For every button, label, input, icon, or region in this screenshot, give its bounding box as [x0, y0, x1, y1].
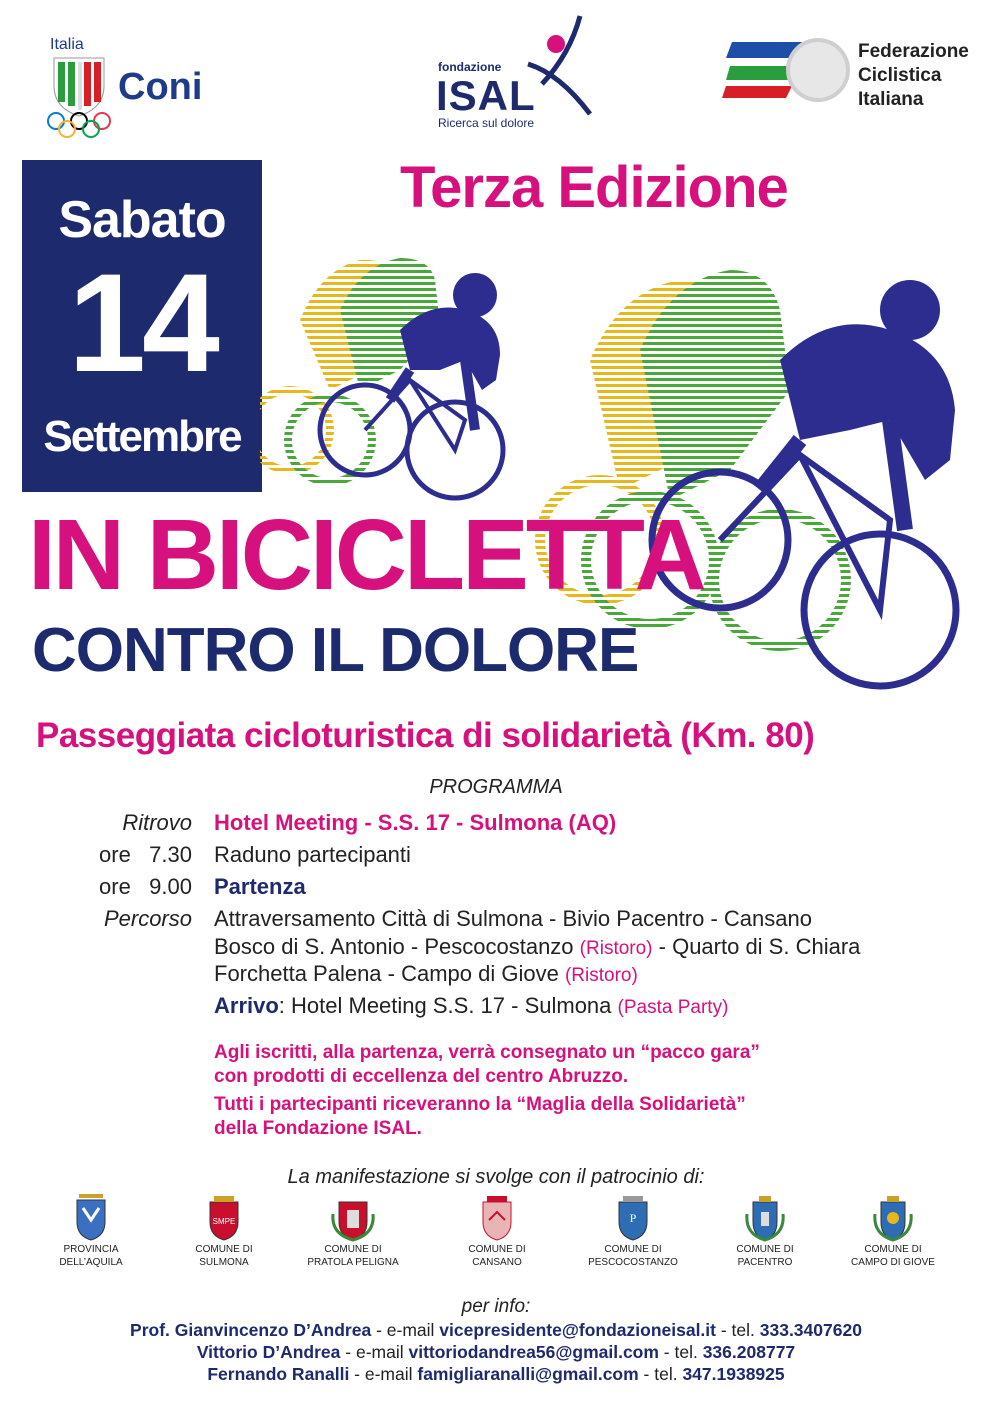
date-number: 14	[68, 244, 216, 401]
pasta-party-note: (Pasta Party)	[617, 997, 729, 1018]
patron-crest	[828, 1194, 958, 1268]
patron-crest	[700, 1194, 830, 1268]
contact-name: Fernando Ranalli	[207, 1364, 350, 1384]
patron-label-3a: COMUNE DI	[324, 1244, 382, 1255]
partenza-value: Partenza	[214, 874, 306, 899]
pratola-peligna-crest-icon	[329, 1194, 377, 1242]
isal-name-text: ISAL	[436, 72, 536, 119]
fci-flag-icon	[722, 36, 852, 108]
notice-line4: della Fondazione ISAL.	[214, 1118, 422, 1139]
isal-fondazione-text: fondazione	[438, 60, 502, 74]
pescocostanzo-crest-icon	[613, 1194, 653, 1242]
coni-shield-icon	[52, 56, 106, 118]
contact-email[interactable]: vicepresidente@fondazioneisal.it	[439, 1320, 716, 1340]
contact-name: Prof. Gianvincenzo D’Andrea	[130, 1320, 372, 1340]
contact-tel-label: - tel.	[638, 1364, 683, 1384]
contact-name: Vittorio D’Andrea	[196, 1342, 341, 1362]
contact-tel-label: - tel.	[715, 1320, 760, 1340]
patron-label-1b: DELL’AQUILA	[59, 1257, 123, 1268]
patron-label-6a: COMUNE DI	[736, 1244, 794, 1255]
contact-row	[0, 1320, 992, 1341]
patron-crest	[432, 1194, 562, 1268]
patron-label-4b: CANSANO	[472, 1257, 522, 1268]
edition-heading: Terza Edizione	[400, 155, 788, 220]
ritrovo-value: Hotel Meeting - S.S. 17 - Sulmona (AQ)	[214, 810, 617, 835]
contact-tel[interactable]: 336.208777	[702, 1342, 796, 1362]
arrivo-value: : Hotel Meeting S.S. 17 - Sulmona	[278, 993, 612, 1018]
contact-row	[0, 1342, 992, 1363]
cansano-crest-icon	[477, 1194, 517, 1242]
patronage-heading: La manifestazione si svolge con il patrocinio di:	[287, 1166, 705, 1188]
percorso-line2	[214, 934, 860, 960]
isal-subtitle-text: Ricerca sul dolore	[438, 116, 535, 130]
fci-line3: Italiana	[858, 89, 924, 110]
raduno-value: Raduno partecipanti	[214, 842, 411, 867]
coni-italia-text: Italia	[50, 36, 84, 53]
percorso-line3	[214, 961, 638, 987]
olympic-rings-icon	[44, 110, 114, 140]
contact-email-label: - e-mail	[340, 1342, 409, 1362]
percorso-line2a: Bosco di S. Antonio - Pescocostanzo	[214, 934, 574, 959]
patron-label-5a: COMUNE DI	[604, 1244, 662, 1255]
patron-label-4a: COMUNE DI	[468, 1244, 526, 1255]
pacentro-crest-icon	[741, 1194, 789, 1242]
coni-name-text: Coni	[118, 66, 203, 108]
svg-text:P: P	[629, 1211, 637, 1225]
percorso-line1: Attraversamento Città di Sulmona - Bivio Pacentro - Cansano	[214, 906, 812, 931]
patron-label-7b: CAMPO DI GIOVE	[851, 1257, 935, 1268]
date-day: Sabato	[58, 191, 226, 249]
patron-crest	[26, 1194, 156, 1268]
fci-name	[858, 40, 969, 112]
patron-crest	[568, 1194, 698, 1268]
event-subtitle: Passeggiata cicloturistica di solidarietà (Km. 80)	[36, 716, 815, 755]
contact-tel[interactable]: 333.3407620	[759, 1320, 862, 1340]
info-heading: per info:	[461, 1296, 531, 1317]
contact-email[interactable]: vittoriodandrea56@gmail.com	[408, 1342, 659, 1362]
sulmona-crest-icon	[204, 1194, 244, 1242]
patron-label-2a: COMUNE DI	[195, 1244, 253, 1255]
contact-tel-label: - tel.	[658, 1342, 703, 1362]
contact-email[interactable]: famigliaranalli@gmail.com	[417, 1364, 639, 1384]
notice-line2: con prodotti di eccellenza del centro Abruzzo.	[214, 1066, 629, 1087]
contact-row	[0, 1364, 992, 1385]
contact-tel[interactable]: 347.1938925	[682, 1364, 785, 1384]
isal-figure-icon	[520, 14, 600, 124]
fci-line2: Ciclistica	[858, 65, 942, 86]
provincia-aquila-crest-icon	[71, 1194, 111, 1242]
arrivo-label: Arrivo	[214, 993, 279, 1018]
main-title-line1: IN BICICLETTA	[28, 499, 704, 611]
svg-text:SMPE: SMPE	[212, 1217, 236, 1226]
fci-logo	[722, 36, 972, 116]
contact-email-label: - e-mail	[349, 1364, 418, 1384]
patron-label-5b: PESCOCOSTANZO	[588, 1257, 678, 1268]
fci-line1: Federazione	[858, 41, 969, 62]
raduno-time: ore 7.30	[99, 842, 192, 867]
contact-email-label: - e-mail	[371, 1320, 440, 1340]
patron-label-7a: COMUNE DI	[864, 1244, 922, 1255]
patron-crest	[159, 1194, 289, 1268]
arrivo-line	[214, 993, 728, 1019]
notice-line3: Tutti i partecipanti riceveranno la “Maglia della Solidarietà”	[214, 1094, 746, 1115]
date-month: Settembre	[43, 412, 241, 461]
campo-di-giove-crest-icon	[869, 1194, 917, 1242]
ritrovo-label: Ritrovo	[122, 810, 192, 835]
coni-logo	[40, 36, 240, 146]
percorso-label: Percorso	[103, 906, 192, 931]
notice-line1: Agli iscritti, alla partenza, verrà consegnato un “pacco gara”	[214, 1042, 760, 1063]
ristoro-note-1: (Ristoro)	[579, 938, 653, 959]
patron-label-3b: PRATOLA PELIGNA	[307, 1257, 399, 1268]
patron-label-6b: PACENTRO	[737, 1257, 793, 1268]
ristoro-note-2: (Ristoro)	[564, 965, 638, 986]
percorso-line2c: - Quarto di S. Chiara	[658, 934, 861, 959]
isal-logo	[420, 14, 620, 134]
date-box	[22, 160, 262, 492]
main-title-line2: CONTRO IL DOLORE	[32, 616, 639, 685]
program-heading: PROGRAMMA	[429, 776, 563, 798]
patron-crest	[288, 1194, 418, 1268]
patron-label-1a: PROVINCIA	[63, 1244, 119, 1255]
patron-label-2b: SULMONA	[199, 1257, 249, 1268]
percorso-line3a: Forchetta Palena - Campo di Giove	[214, 961, 559, 986]
partenza-time: ore 9.00	[99, 874, 192, 899]
